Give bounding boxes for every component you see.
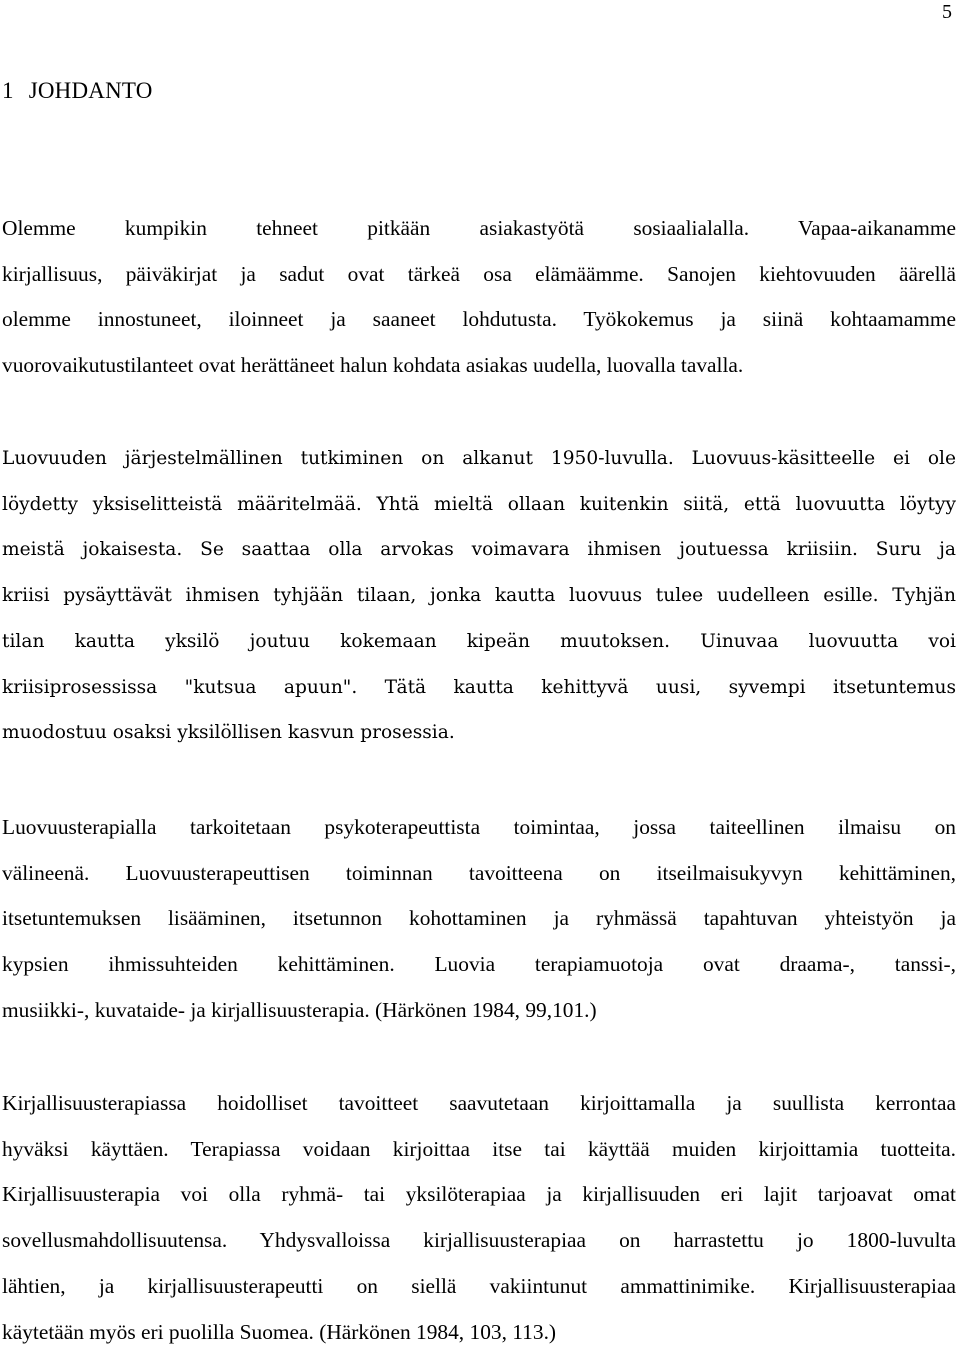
section-heading	[2, 76, 153, 106]
paragraph-line: Olemme kumpikin tehneet pitkään asiakastyötä sosiaalialalla. Vapaa-aikanamme	[2, 216, 956, 240]
paragraph-line: musiikki-, kuvataide- ja kirjallisuusterapia. (Härkönen 1984, 99,101.)	[2, 997, 597, 1022]
paragraph-literature-therapy	[2, 1081, 956, 1355]
paragraph-intro	[2, 206, 956, 389]
paragraph-line: meistä jokaisesta. Se saattaa olla arvokas voimavara ihmisen joutuessa kriisiin. Suru ja	[2, 539, 956, 561]
paragraph-line: Luovuuden järjestelmällinen tutkiminen on alkanut 1950-luvulla. Luovuus-käsitteelle ei ole	[2, 448, 956, 469]
paragraph-line: kirjallisuus, päiväkirjat ja sadut ovat tärkeä osa elämäämme. Sanojen kiehtovuuden äärellä	[2, 261, 956, 286]
paragraph-line: olemme innostuneet, iloinneet ja saaneet lohdutusta. Työkokemus ja siinä kohtaamamme	[2, 307, 956, 332]
paragraph-line: kypsien ihmissuhteiden kehittäminen. Luovia terapiamuotoja ovat draama-, tanssi-,	[2, 952, 956, 977]
page-number: 5	[942, 1, 952, 23]
paragraph-line: tilan kautta yksilö joutuu kokemaan kipeän muutoksen. Uinuvaa luovuutta voi	[2, 630, 956, 652]
paragraph-line: kriisiprosessissa "kutsua apuun". Tätä kautta kehittyvä uusi, syvempi itsetuntemus	[2, 676, 956, 698]
paragraph-line: kriisi pysäyttävät ihmisen tyhjään tilaan, jonka kautta luovuus tulee uudelleen esille. Tyhjän	[2, 585, 956, 607]
paragraph-line: Kirjallisuusterapiassa hoidolliset tavoitteet saavutetaan kirjoittamalla ja suullista kerrontaa	[2, 1091, 956, 1115]
paragraph-line: löydetty yksiselitteistä määritelmää. Yhtä mieltä ollaan kuitenkin siitä, että luovuutta löytyy	[2, 493, 956, 515]
paragraph-line: Kirjallisuusterapia voi olla ryhmä- tai yksilöterapiaa ja kirjallisuuden eri lajit tarjoavat omat	[2, 1182, 956, 1207]
paragraph-line: Luovuusterapialla tarkoitetaan psykoterapeuttista toimintaa, jossa taiteellinen ilmaisu on	[2, 815, 956, 839]
paragraph-line: välineenä. Luovuusterapeuttisen toiminnan tavoitteena on itseilmaisukyvyn kehittäminen,	[2, 860, 956, 885]
paragraph-line: vuorovaikutustilanteet ovat herättäneet halun kohdata asiakas uudella, luovalla tavalla.	[2, 353, 744, 378]
paragraph-line: muodostuu osaksi yksilöllisen kasvun prosessia.	[2, 722, 455, 744]
paragraph-creativity-therapy	[2, 805, 956, 1034]
paragraph-line: lähtien, ja kirjallisuusterapeutti on siellä vakiintunut ammattinimike. Kirjallisuusterapiaa	[2, 1273, 956, 1298]
section-title: JOHDANTO	[28, 78, 153, 103]
section-number: 1	[2, 78, 14, 103]
paragraph-creativity	[2, 436, 956, 756]
paragraph-line: sovellusmahdollisuutensa. Yhdysvalloissa kirjallisuusterapiaa on harrastettu jo 1800-luvulta	[2, 1228, 956, 1253]
paragraph-line: hyväksi käyttäen. Terapiassa voidaan kirjoittaa itse tai käyttää muiden kirjoittamia tuotteita.	[2, 1136, 956, 1161]
paragraph-line: käytetään myös eri puolilla Suomea. (Härkönen 1984, 103, 113.)	[2, 1319, 557, 1344]
paragraph-line: itsetuntemuksen lisääminen, itsetunnon kohottaminen ja ryhmässä tapahtuvan yhteistyön ja	[2, 906, 956, 931]
